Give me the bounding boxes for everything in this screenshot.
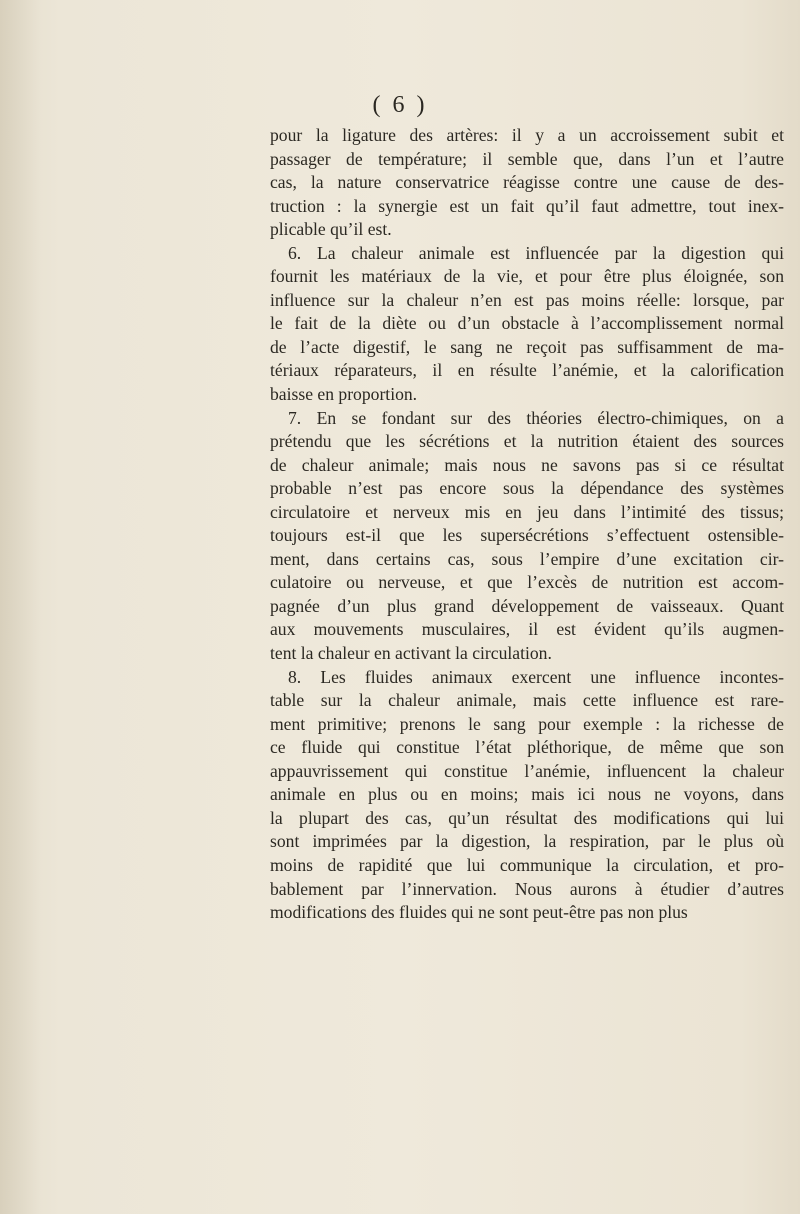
text-line: passager de température; il semble que, dans l’un et l’autre <box>270 148 784 169</box>
text-line: tent la chaleur en activant la circulation. <box>270 643 552 664</box>
text-line: pour la ligature des artères: il y a un accroissement subit et <box>270 125 784 145</box>
text-line: cas, la nature conservatrice réagisse contre une cause de des- <box>270 172 784 193</box>
text-line: baisse en proportion. <box>270 384 418 405</box>
text-line: aux mouvements musculaires, il est évident qu’ils augmen- <box>270 619 784 640</box>
text-line: table sur la chaleur animale, mais cette influence est rare- <box>270 690 784 711</box>
text-line: ce fluide qui constitue l’état pléthorique, de même que son <box>270 737 784 758</box>
page-number: ( 6 ) <box>372 92 428 118</box>
text-line: toujours est-il que les supersécrétions s’effectuent ostensible- <box>270 525 784 546</box>
text-line: probable n’est pas encore sous la dépendance des systèmes <box>270 478 784 499</box>
text-line: 6. La chaleur animale est influencée par la digestion qui <box>288 242 784 263</box>
body-text <box>270 124 784 925</box>
text-line: tériaux réparateurs, il en résulte l’anémie, et la calorification <box>270 360 784 381</box>
text-line: animale en plus ou en moins; mais ici nous ne voyons, dans <box>270 784 784 805</box>
text-line: culatoire ou nerveuse, et que l’excès de nutrition est accom- <box>270 572 784 593</box>
text-line: appauvrissement qui constitue l’anémie, influencent la chaleur <box>270 760 784 781</box>
text-line: 7. En se fondant sur des théories électro-chimiques, on a <box>288 407 784 428</box>
text-line: truction : la synergie est un fait qu’il faut admettre, tout inex- <box>270 195 784 216</box>
text-line: bablement par l’innervation. Nous aurons à étudier d’autres <box>270 878 784 899</box>
text-line: ment primitive; prenons le sang pour exemple : la richesse de <box>270 713 784 734</box>
text-line: ment, dans certains cas, sous l’empire d’une excitation cir- <box>270 548 784 569</box>
text-line: pagnée d’un plus grand développement de vaisseaux. Quant <box>270 595 784 616</box>
text-line: plicable qu’il est. <box>270 219 392 240</box>
text-line: circulatoire et nerveux mis en jeu dans l’intimité des tissus; <box>270 501 784 522</box>
page-edge-shadow <box>0 0 40 1214</box>
text-line: 8. Les fluides animaux exercent une influence incontes- <box>288 666 784 687</box>
text-line: de chaleur animale; mais nous ne savons pas si ce résultat <box>270 454 784 475</box>
text-line: de l’acte digestif, le sang ne reçoit pas suffisamment de ma- <box>270 336 784 357</box>
text-line: modifications des fluides qui ne sont peut-être pas non plus <box>270 902 688 923</box>
text-line: sont imprimées par la digestion, la respiration, par le plus où <box>270 831 784 852</box>
text-line: influence sur la chaleur n’en est pas moins réelle: lorsque, par <box>270 289 784 310</box>
text-line: prétendu que les sécrétions et la nutrition étaient des sources <box>270 431 784 452</box>
text-line: moins de rapidité que lui communique la circulation, et pro- <box>270 854 784 875</box>
text-line: fournit les matériaux de la vie, et pour être plus éloignée, son <box>270 266 784 287</box>
text-line: le fait de la diète ou d’un obstacle à l’accomplissement normal <box>270 313 784 334</box>
text-line: la plupart des cas, qu’un résultat des modifications qui lui <box>270 807 784 828</box>
